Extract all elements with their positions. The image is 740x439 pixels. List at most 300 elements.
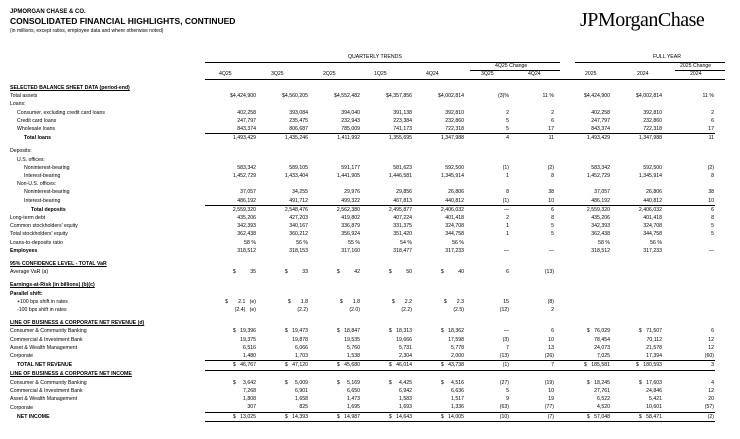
value-cell <box>361 260 413 268</box>
value-cell: 6,650 <box>347 387 360 394</box>
value-cell: — <box>503 247 509 254</box>
value-cell: 19,535 <box>344 336 360 343</box>
value-cell: 1,446,581 <box>388 173 412 180</box>
value-cell: 223,384 <box>393 117 412 124</box>
value-cell: 6,516 <box>243 344 256 351</box>
value-cell: (13) <box>544 269 554 276</box>
value-cell: (7) <box>510 412 555 421</box>
value-cell: 6,522 <box>597 396 610 403</box>
value-cell: $ 19,396 <box>232 328 256 335</box>
value-cell <box>257 156 309 164</box>
value-cell: $ 18,313 <box>388 328 412 335</box>
value-cell: 8 <box>551 215 554 222</box>
col-header-q3: 2Q25 <box>323 71 336 77</box>
value-cell: (2.2) <box>401 307 412 314</box>
value-cell: (60) <box>704 353 714 360</box>
value-cell <box>663 319 715 327</box>
value-cell: 583,342 <box>591 164 610 171</box>
value-cell: 1,433,404 <box>284 173 308 180</box>
table-row <box>10 197 715 206</box>
value-cell: 318,153 <box>289 247 308 254</box>
value-cell <box>465 260 510 268</box>
value-cell <box>257 281 309 289</box>
value-cell <box>413 180 465 188</box>
value-cell: 7,025 <box>597 353 610 360</box>
value-cell <box>663 268 715 276</box>
value-cell <box>465 156 510 164</box>
value-cell: 1,435,246 <box>257 134 309 143</box>
value-cell <box>205 84 257 92</box>
value-cell <box>361 290 413 298</box>
value-cell: 2 <box>551 307 554 314</box>
value-cell: 722,318 <box>643 126 662 133</box>
row-label: Consumer, excluding credit card loans <box>17 109 105 116</box>
value-cell: $ 33 <box>284 269 308 276</box>
table-row <box>10 298 715 306</box>
table-row <box>10 344 715 352</box>
value-cell: 785,009 <box>341 126 360 133</box>
value-cell <box>510 290 555 298</box>
value-cell <box>309 260 361 268</box>
value-cell: 394,040 <box>341 109 360 116</box>
value-cell: 19,878 <box>292 336 308 343</box>
value-cell: $ 14,005 <box>413 412 465 421</box>
value-cell <box>611 306 663 314</box>
value-cell <box>361 180 413 188</box>
value-cell: 362,438 <box>237 231 256 238</box>
row-label: NET INCOME <box>17 413 50 420</box>
table-row <box>10 260 715 268</box>
value-cell: (2.0) <box>349 307 360 314</box>
value-cell: 21,578 <box>646 344 662 351</box>
value-cell: 392,810 <box>643 109 662 116</box>
value-cell <box>309 370 361 379</box>
value-cell: $ 1.8 <box>339 298 360 305</box>
row-label: Interest-bearing <box>24 173 61 180</box>
value-cell <box>257 84 309 92</box>
value-cell <box>510 260 555 268</box>
value-cell: (12) <box>499 307 509 314</box>
value-cell <box>510 100 555 108</box>
value-cell: 402,258 <box>591 109 610 116</box>
value-cell: 6 <box>551 328 554 335</box>
value-cell: 5 <box>551 223 554 230</box>
table-row <box>10 84 715 92</box>
value-cell: 317,233 <box>445 247 464 254</box>
value-cell <box>413 281 465 289</box>
page-subtitle: (in millions, except ratios, employee data and where otherwise noted) <box>10 28 164 34</box>
value-cell: 56 % <box>296 239 308 246</box>
value-cell <box>413 290 465 298</box>
table-row <box>10 125 715 134</box>
value-cell: 2,304 <box>399 353 412 360</box>
value-cell: 10,601 <box>646 404 662 411</box>
value-cell <box>309 100 361 108</box>
value-cell: 11 <box>663 134 715 143</box>
table-row <box>10 172 715 180</box>
value-cell: 9 <box>506 396 509 403</box>
value-cell: (1) <box>502 197 509 204</box>
value-cell: 1,808 <box>243 396 256 403</box>
quarterly-trends-heading: QUARTERLY TRENDS <box>348 54 402 60</box>
value-cell: 318,477 <box>393 247 412 254</box>
value-cell: 1,517 <box>451 396 464 403</box>
value-cell <box>555 260 611 268</box>
value-cell <box>510 370 555 379</box>
value-cell: 1,473 <box>347 396 360 403</box>
value-cell: 486,192 <box>591 197 610 204</box>
value-cell <box>257 370 309 379</box>
value-cell: 1,336 <box>451 404 464 411</box>
value-cell: 1,583 <box>399 396 412 403</box>
value-cell: 1,441,905 <box>336 173 360 180</box>
value-cell: 2,406,032 <box>413 205 465 214</box>
value-cell <box>663 156 715 164</box>
row-label: LINE OF BUSINESS & CORPORATE NET INCOME <box>10 371 132 378</box>
value-cell <box>611 298 663 306</box>
value-cell <box>465 84 510 92</box>
value-cell: 592,500 <box>643 164 662 171</box>
value-cell: 247,797 <box>237 117 256 124</box>
value-cell: $ 50 <box>388 269 412 276</box>
value-cell: $ 13,025 <box>205 412 257 421</box>
col-header-q4: 1Q25 <box>374 71 387 77</box>
table-row <box>10 268 715 276</box>
col-header-q2: 3Q25 <box>271 71 284 77</box>
table-row <box>10 370 715 379</box>
value-cell: 17 <box>548 126 554 133</box>
value-cell: 307 <box>247 404 256 411</box>
value-cell <box>663 239 715 247</box>
value-cell: 2,406,032 <box>611 205 663 214</box>
value-cell: 11 % <box>542 93 554 100</box>
value-cell: $ 14,643 <box>361 412 413 421</box>
value-cell: 17,394 <box>646 353 662 360</box>
value-cell <box>465 290 510 298</box>
row-label: Loans-to-deposits ratio <box>10 239 63 246</box>
value-cell: 351,420 <box>393 231 412 238</box>
table-row <box>10 387 715 395</box>
value-cell: $ 76,029 <box>586 328 610 335</box>
value-cell: 331,375 <box>393 223 412 230</box>
value-cell: 6 <box>711 117 714 124</box>
value-cell: $ 4,516 <box>440 379 464 386</box>
value-cell <box>413 319 465 327</box>
value-cell: $ 17,603 <box>638 379 662 386</box>
value-cell: 12 <box>708 387 714 394</box>
value-cell: 1,480 <box>243 353 256 360</box>
table-row <box>10 290 715 298</box>
value-cell: 7 <box>510 361 555 370</box>
value-cell: 2,548,476 <box>257 205 309 214</box>
value-cell: 491,712 <box>289 197 308 204</box>
value-cell: 5 <box>711 223 714 230</box>
col-header-chg2: 4Q24 <box>528 71 541 77</box>
value-cell: 499,322 <box>341 197 360 204</box>
row-label: TOTAL NET REVENUE <box>17 362 73 369</box>
value-cell: $ 14,393 <box>257 412 309 421</box>
value-cell <box>555 156 611 164</box>
value-cell: 1,345,914 <box>638 173 662 180</box>
value-cell: 825 <box>299 404 308 411</box>
value-cell <box>510 239 555 247</box>
row-label: Noninterest-bearing <box>24 189 70 196</box>
table-row <box>10 395 715 403</box>
value-cell: $ 14,987 <box>309 412 361 421</box>
value-cell: 2 <box>506 109 509 116</box>
value-cell: 58 % <box>598 239 610 246</box>
value-cell <box>555 268 611 276</box>
jpmorganchase-logo: JPMorganChase <box>580 9 705 31</box>
value-cell: (1) <box>502 164 509 171</box>
value-cell: 8 <box>506 189 509 196</box>
full-year-change-heading: 2025 Change <box>680 63 712 69</box>
value-cell: 235,475 <box>289 117 308 124</box>
value-cell <box>413 260 465 268</box>
table-row <box>10 109 715 117</box>
value-cell <box>465 147 510 155</box>
value-cell <box>510 147 555 155</box>
value-cell <box>611 281 663 289</box>
value-cell: 38 <box>708 189 714 196</box>
value-cell <box>361 100 413 108</box>
value-cell: 402,258 <box>237 109 256 116</box>
value-cell: 591,177 <box>341 164 360 171</box>
value-cell: 317,160 <box>341 247 360 254</box>
value-cell: 13 <box>548 344 554 351</box>
value-cell <box>510 319 555 327</box>
value-cell: 6,942 <box>399 387 412 394</box>
value-cell: 8 <box>711 173 714 180</box>
value-cell: 843,374 <box>591 126 610 133</box>
value-cell <box>611 319 663 327</box>
value-cell: 5 <box>551 231 554 238</box>
value-cell <box>257 180 309 188</box>
row-label: Loans: <box>10 101 26 108</box>
value-cell: 467,813 <box>393 197 412 204</box>
table-row <box>10 100 715 108</box>
value-cell <box>555 147 611 155</box>
value-cell: 7 <box>506 344 509 351</box>
value-cell: $ 42 <box>336 269 360 276</box>
value-cell <box>413 370 465 379</box>
row-label: Common stockholders' equity <box>10 223 78 230</box>
value-cell: 232,860 <box>643 117 662 124</box>
value-cell <box>663 100 715 108</box>
table-row <box>10 164 715 172</box>
table-row <box>10 247 715 255</box>
row-label: Long-term debt <box>10 215 46 222</box>
table-row <box>10 214 715 222</box>
value-cell: $4,002,814 <box>438 93 464 100</box>
value-cell: 11 <box>510 134 555 143</box>
value-cell: 401,418 <box>643 215 662 222</box>
value-cell: $4,552,482 <box>334 93 360 100</box>
value-cell: 317,233 <box>643 247 662 254</box>
value-cell: (77) <box>544 404 554 411</box>
value-cell: 20 <box>708 396 714 403</box>
value-cell: (10) <box>465 412 510 421</box>
row-label: Employees <box>10 247 38 254</box>
row-label: Wholesale loans <box>17 126 56 133</box>
value-cell: 24,846 <box>646 387 662 394</box>
value-cell: 1,411,992 <box>309 134 361 143</box>
value-cell <box>465 239 510 247</box>
value-cell <box>611 100 663 108</box>
row-label: Parallel shift: <box>10 290 43 297</box>
value-cell <box>309 180 361 188</box>
value-cell <box>663 260 715 268</box>
table-row <box>10 239 715 247</box>
value-cell: 360,212 <box>289 231 308 238</box>
value-cell: 435,206 <box>237 215 256 222</box>
value-cell <box>611 370 663 379</box>
row-label: 95% CONFIDENCE LEVEL - TOTAL VaR <box>10 261 107 268</box>
value-cell: 5 <box>711 231 714 238</box>
value-cell <box>510 281 555 289</box>
value-cell: 37,057 <box>240 189 256 196</box>
value-cell: 2 <box>551 109 554 116</box>
value-cell: (26) <box>544 353 554 360</box>
value-cell: 24,073 <box>594 344 610 351</box>
value-cell: $ 71,507 <box>638 328 662 335</box>
column-header-rule <box>205 79 725 80</box>
row-label: Commercial & Investment Bank <box>10 336 83 343</box>
value-cell: $ 5,169 <box>336 379 360 386</box>
value-cell: 8 <box>551 173 554 180</box>
value-cell: $ 180,593 <box>611 361 663 370</box>
value-cell: 10 <box>548 197 554 204</box>
value-cell: 17,598 <box>448 336 464 343</box>
row-label: -100 bps shift in rates <box>17 307 67 314</box>
table-row <box>10 180 715 188</box>
col-header-fy1: 2025 <box>585 71 597 77</box>
value-cell: 15 <box>503 298 509 305</box>
value-cell: $ 2.2 <box>391 298 412 305</box>
value-cell <box>611 147 663 155</box>
value-cell: 1,693 <box>399 404 412 411</box>
value-cell: 232,860 <box>445 117 464 124</box>
value-cell: 58 % <box>244 239 256 246</box>
value-cell: (8) <box>547 298 554 305</box>
table-row <box>10 403 715 412</box>
value-cell <box>205 100 257 108</box>
table-row <box>10 327 715 335</box>
value-cell: 589,105 <box>289 164 308 171</box>
value-cell <box>413 84 465 92</box>
value-cell: (27) <box>499 379 509 386</box>
value-cell: 324,708 <box>445 223 464 230</box>
table-row <box>10 134 715 143</box>
row-label: Non-U.S. offices: <box>17 181 57 188</box>
value-cell <box>257 147 309 155</box>
value-cell <box>205 281 257 289</box>
value-cell: 12 <box>708 344 714 351</box>
value-cell: 440,812 <box>445 197 464 204</box>
value-cell: (57) <box>704 404 714 411</box>
value-cell: $ 3,642 <box>232 379 256 386</box>
value-cell: 1,452,729 <box>586 173 610 180</box>
value-cell <box>361 370 413 379</box>
value-cell: $4,424,900 <box>584 93 610 100</box>
value-cell <box>257 260 309 268</box>
page-title: CONSOLIDATED FINANCIAL HIGHLIGHTS, CONTINUED <box>10 16 236 26</box>
value-cell: 435,206 <box>591 215 610 222</box>
value-cell: 6,636 <box>451 387 464 394</box>
value-cell <box>555 100 611 108</box>
value-cell: 27,761 <box>594 387 610 394</box>
table-row <box>10 117 715 125</box>
row-label: Average VaR (a) <box>10 269 49 276</box>
value-cell: $ 40 <box>440 269 464 276</box>
value-cell <box>510 84 555 92</box>
value-cell: 29,856 <box>396 189 412 196</box>
value-cell: 6 <box>510 205 555 214</box>
value-cell: (2) <box>663 412 715 421</box>
row-label: Interest-bearing <box>24 197 61 204</box>
row-label: Corporate <box>10 404 34 411</box>
row-label: Noninterest-bearing <box>24 164 70 171</box>
value-cell: 5 <box>506 126 509 133</box>
value-cell <box>663 180 715 188</box>
row-label: LINE OF BUSINESS & CORPORATE NET REVENUE (d) <box>10 320 145 327</box>
value-cell: 336,879 <box>341 223 360 230</box>
value-cell: 10 <box>548 387 554 394</box>
value-cell: 70,112 <box>646 336 662 343</box>
table-row <box>10 222 715 230</box>
value-cell: $ 18,362 <box>440 328 464 335</box>
value-cell: 3 <box>663 361 715 370</box>
value-cell: 362,438 <box>591 231 610 238</box>
value-cell: 2,000 <box>451 353 464 360</box>
value-cell: 10 <box>708 197 714 204</box>
value-cell: $4,002,814 <box>636 93 662 100</box>
value-cell: 318,512 <box>237 247 256 254</box>
value-cell: 2,562,380 <box>309 205 361 214</box>
value-cell: 583,342 <box>237 164 256 171</box>
col-header-q5: 4Q24 <box>426 71 439 77</box>
value-cell <box>555 290 611 298</box>
value-cell: 440,812 <box>643 197 662 204</box>
value-cell: 26,806 <box>646 189 662 196</box>
value-cell: $ 35 <box>232 269 256 276</box>
value-cell: 1 <box>506 231 509 238</box>
value-cell: 806,687 <box>289 126 308 133</box>
value-cell: $ 5,009 <box>284 379 308 386</box>
value-cell: 37,057 <box>594 189 610 196</box>
value-cell: 5,731 <box>399 344 412 351</box>
value-cell <box>611 156 663 164</box>
value-cell: 1,493,429 <box>555 134 611 143</box>
value-cell <box>555 298 611 306</box>
row-label: +100 bps shift in rates <box>17 298 68 305</box>
value-cell <box>205 147 257 155</box>
value-cell <box>361 84 413 92</box>
row-label: U.S. offices: <box>17 156 45 163</box>
row-label: Credit card loans <box>17 117 57 124</box>
value-cell <box>663 306 715 314</box>
value-cell: (1) <box>465 361 510 370</box>
value-cell <box>309 281 361 289</box>
value-cell: — <box>708 247 714 254</box>
row-label: Total loans <box>24 134 51 141</box>
value-cell: 356,924 <box>341 231 360 238</box>
value-cell: 17 <box>708 126 714 133</box>
value-cell: 324,708 <box>643 223 662 230</box>
value-cell: $ 18,245 <box>586 379 610 386</box>
value-cell: 419,802 <box>341 215 360 222</box>
value-cell: 1 <box>506 223 509 230</box>
